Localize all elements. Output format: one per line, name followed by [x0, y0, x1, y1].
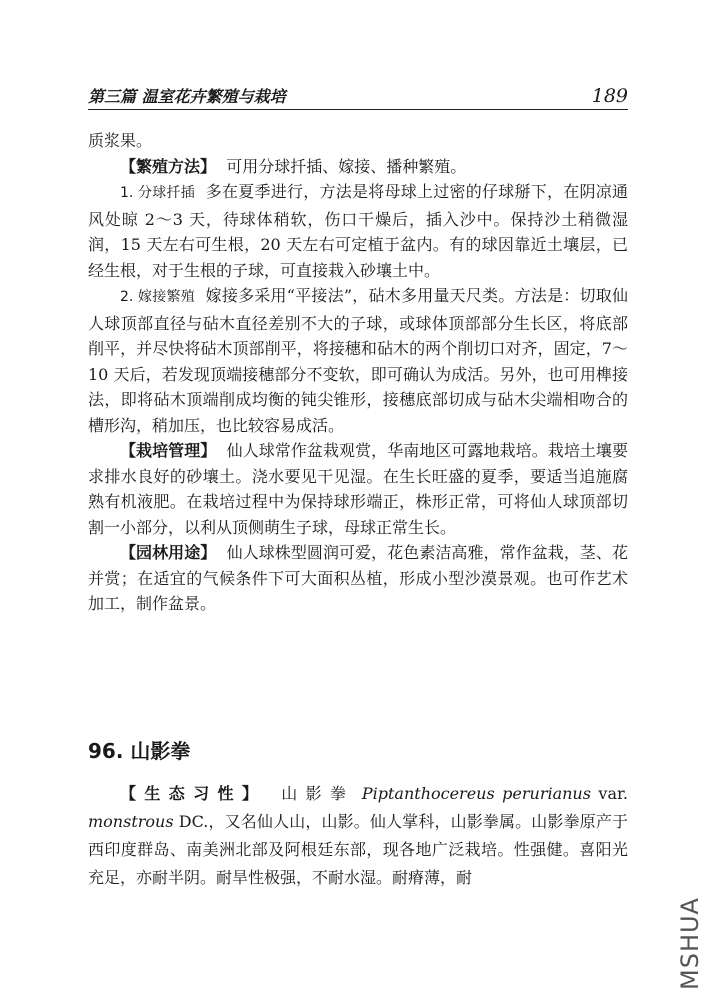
- paragraph-propagation: 【繁殖方法】 可用分球扦插、嫁接、播种繁殖。: [120, 156, 467, 176]
- section-tag: 【栽培管理】: [120, 441, 217, 460]
- watermark-text: MSHUA: [676, 897, 704, 990]
- header-rule: [88, 109, 628, 110]
- plant-name: 山影拳: [281, 784, 355, 803]
- variety-label: var.: [598, 784, 628, 803]
- section-tag: 【生态习性】: [120, 784, 267, 803]
- subheading: 2. 嫁接繁殖: [120, 289, 195, 305]
- paragraph-continuation: 质浆果。: [88, 131, 153, 150]
- main-text: [88, 128, 628, 617]
- section-number: 96.: [88, 739, 124, 763]
- section-heading: [88, 735, 190, 764]
- running-header: [88, 84, 628, 107]
- latin-variety: monstrous: [88, 812, 174, 831]
- subheading: 1. 分球扦插: [120, 185, 196, 201]
- paragraph-ecology: [88, 780, 628, 892]
- section-tag: 【园林用途】: [120, 543, 217, 562]
- section-tag: 【繁殖方法】: [120, 156, 217, 176]
- page-number: 189: [591, 85, 628, 107]
- section-title: 山影拳: [130, 739, 191, 763]
- ecology-text: DC.，又名仙人山，山影。仙人掌科，山影拳属。山影拳原产于西印度群岛、南美洲北部及阿根廷东部，现各地广泛栽培。性强健。喜阳光充足，亦耐半阴。耐旱性极强，不耐水湿。耐瘠薄，耐: [88, 812, 628, 887]
- paragraph-grafting: 2. 嫁接繁殖 嫁接多采用“平接法”，砧木多用量天尺类。方法是：切取仙人球顶部直径与砧木直径差别不大的子球，或球体顶部部分生长区，将底部削平，并尽快将砧木顶部削平，将接穗和砧木的两个削切口对齐，固定，7～10 天后，若发现顶端接穗部分不变软，即可确认为成活。另外，也可用榫接法，即将砧木顶端削成均衡的钝尖锥形，接穗底部切成与砧木尖端相吻合的槽形沟，稍加压，也比较容易成活。: [88, 286, 628, 435]
- paragraph-cultivation: 【栽培管理】 仙人球常作盆栽观赏，华南地区可露地栽培。栽培土壤要求排水良好的砂壤土。浇水要见干见湿。在生长旺盛的夏季，要适当追施腐熟有机液肥。在栽培过程中为保持球形端正，株形正常，可将仙人球顶部切割一小部分，以利从顶侧萌生子球，母球正常生长。: [88, 441, 628, 537]
- chapter-title: 第三篇 温室花卉繁殖与栽培: [88, 87, 286, 106]
- paragraph-division: 1. 分球扦插 多在夏季进行，方法是将母球上过密的仔球掰下，在阴凉通风处晾 2～3 天，待球体稍软，伤口干燥后，插入沙中。保持沙土稍微湿润，15 天左右可生根，20 天左右可定植于盆内。有的球因靠近土壤层，已经生根，对于生根的子球，可直接栽入砂壤土中。: [88, 182, 628, 280]
- paragraph-landscape-use: 【园林用途】 仙人球株型圆润可爱，花色素洁高雅，常作盆栽，茎、花并赏；在适宜的气候条件下可大面积丛植，形成小型沙漠景观。也可作艺术加工，制作盆景。: [88, 543, 628, 613]
- latin-name: Piptanthocereus perurianus: [361, 784, 591, 803]
- section-text: [88, 780, 628, 892]
